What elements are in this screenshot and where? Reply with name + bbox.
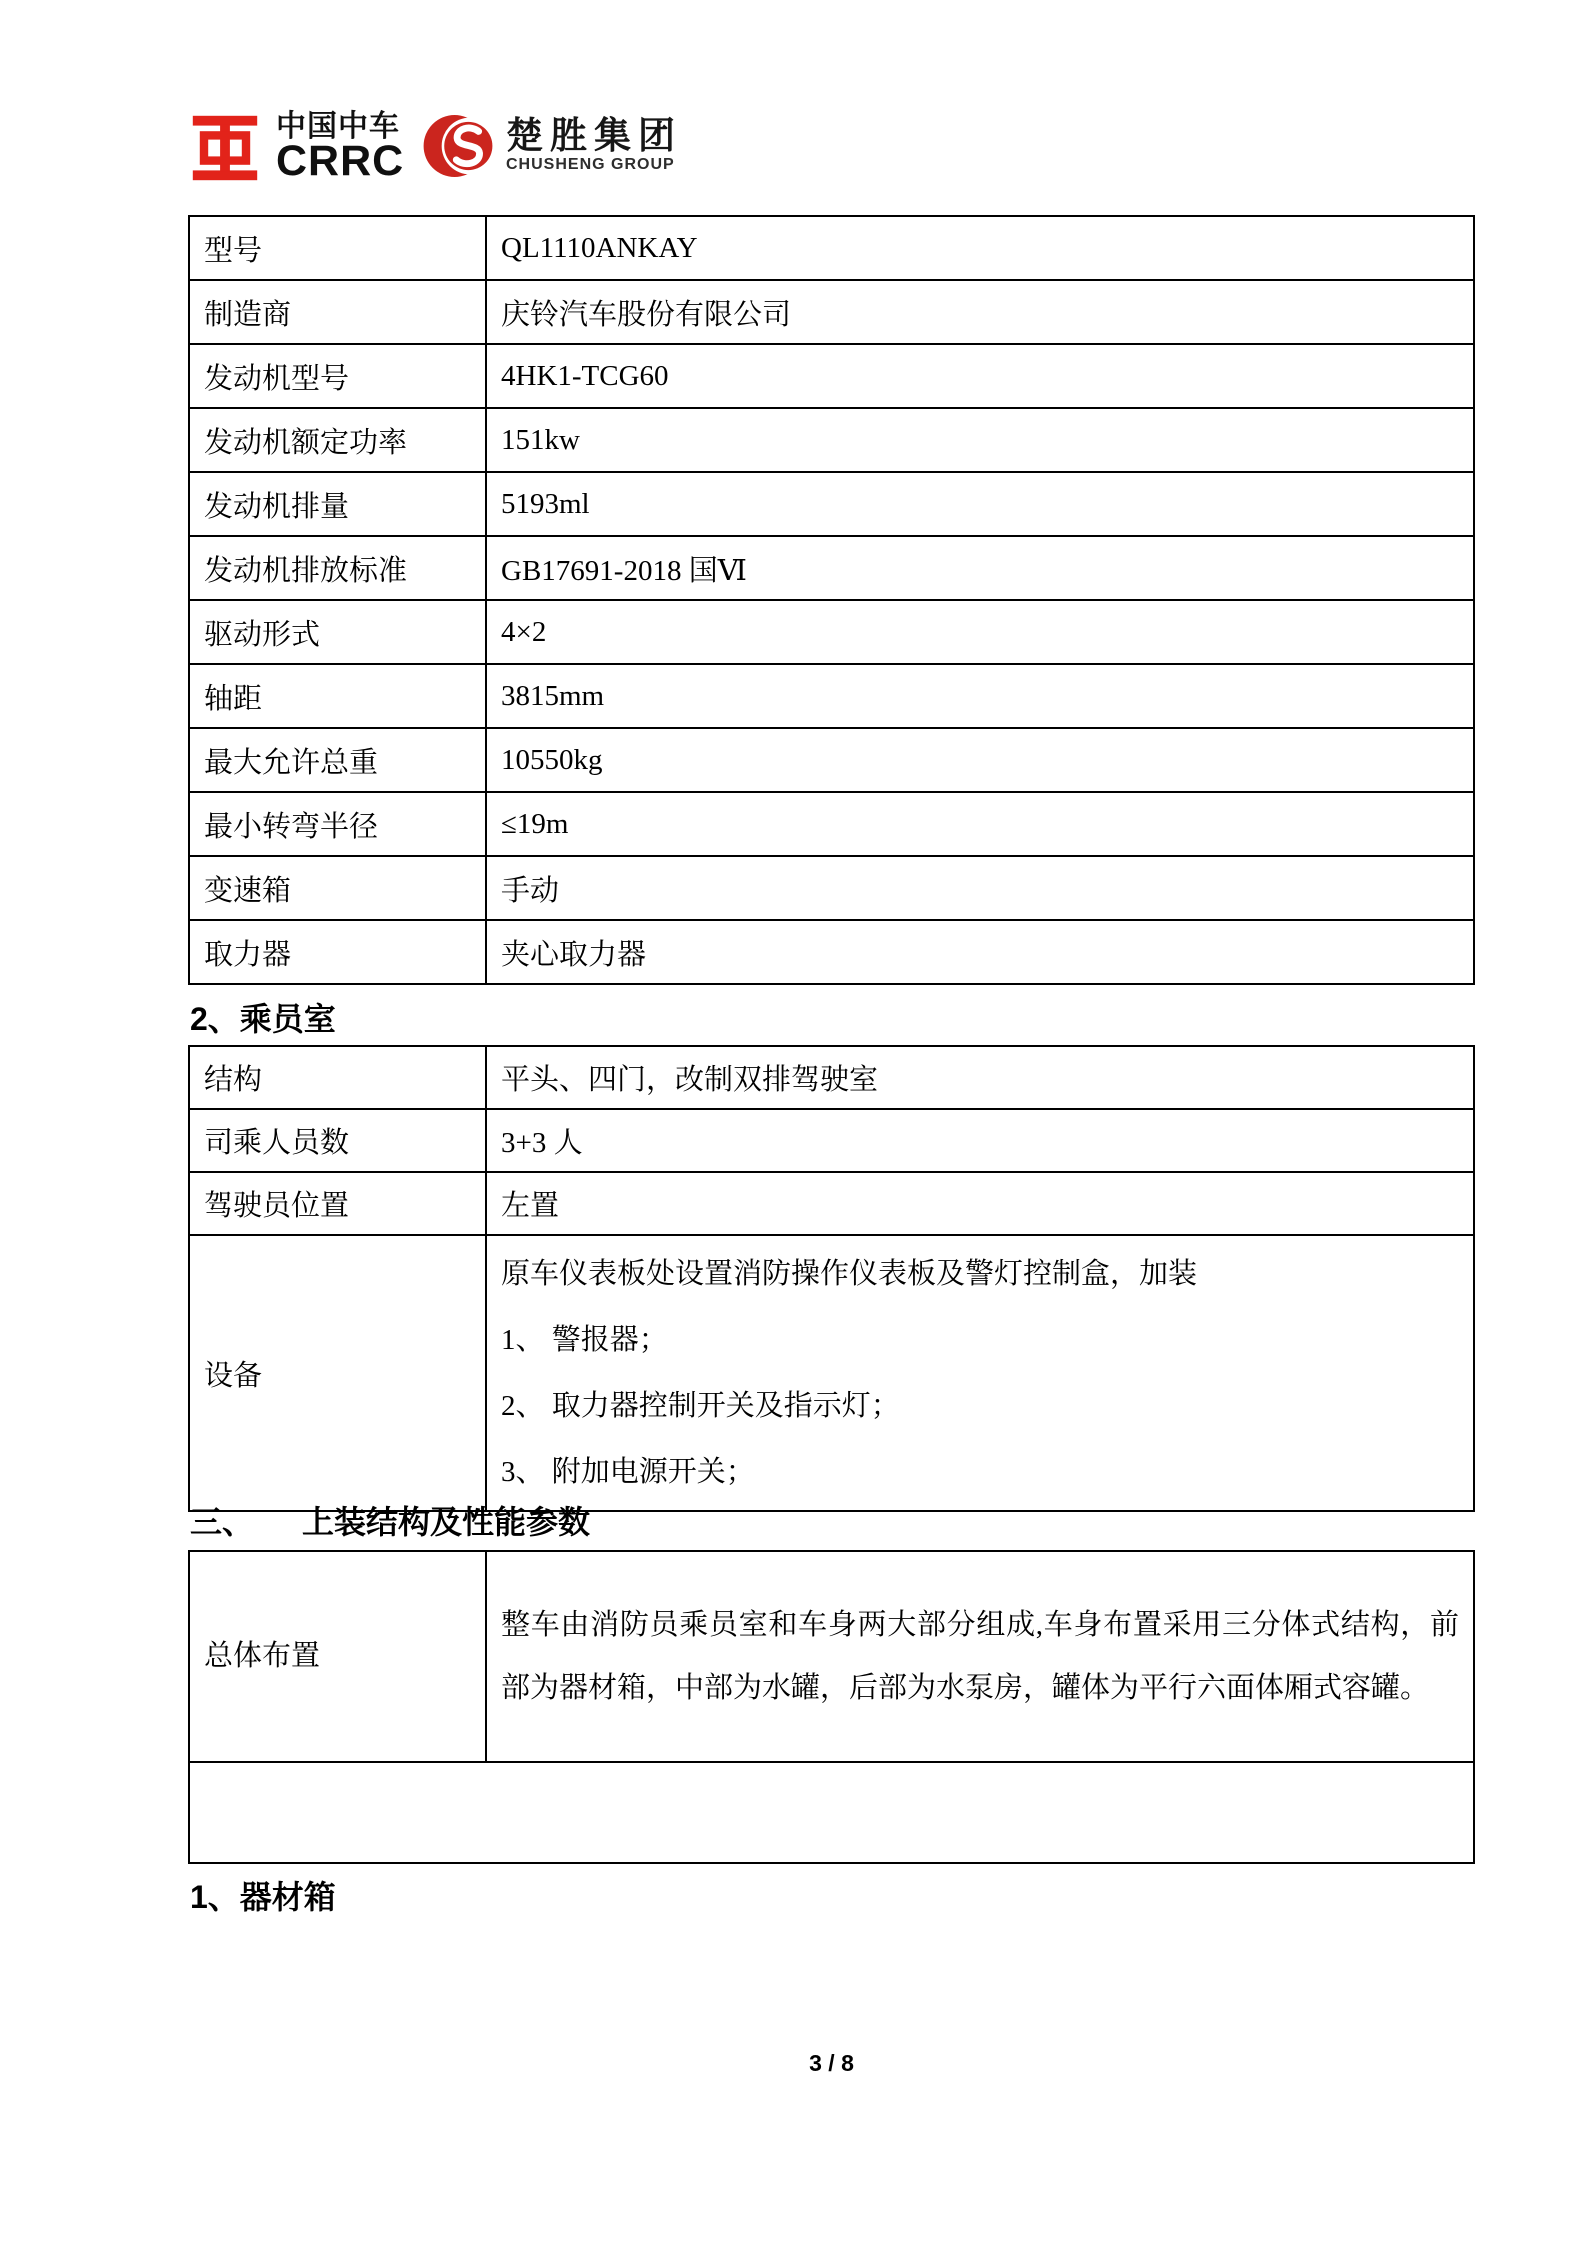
spec-label: 总体布置 <box>189 1551 486 1762</box>
chassis-spec-table <box>188 215 1475 985</box>
chusheng-logo-text <box>506 117 682 175</box>
crrc-logo-text <box>276 110 405 185</box>
section-heading-cab: 2、乘员室 <box>190 1001 336 1037</box>
spec-label: 变速箱 <box>189 856 486 920</box>
spec-value: 左置 <box>486 1172 1474 1235</box>
spec-label: 制造商 <box>189 280 486 344</box>
table-row <box>189 1551 1474 1762</box>
superstructure-spec-table <box>188 1550 1475 1864</box>
equipment-line: 原车仪表板处设置消防操作仪表板及警灯控制盒，加装 <box>501 1258 1198 1290</box>
spec-label: 取力器 <box>189 920 486 984</box>
spec-label: 发动机排量 <box>189 472 486 536</box>
table-row <box>189 664 1474 728</box>
table-row <box>189 1046 1474 1109</box>
table-row-equipment <box>189 1235 1474 1511</box>
table-row <box>189 1109 1474 1172</box>
equipment-line: 3、 附加电源开关； <box>501 1456 755 1488</box>
section-number: 三、 <box>190 1504 255 1540</box>
spec-label: 发动机排放标准 <box>189 536 486 600</box>
spec-label: 驾驶员位置 <box>189 1172 486 1235</box>
spec-value: 庆铃汽车股份有限公司 <box>486 280 1474 344</box>
spec-label: 最小转弯半径 <box>189 792 486 856</box>
table-row <box>189 856 1474 920</box>
section-heading-equipment-box: 1、器材箱 <box>190 1879 336 1915</box>
spec-label: 发动机额定功率 <box>189 408 486 472</box>
spec-label: 结构 <box>189 1046 486 1109</box>
spec-value: GB17691-2018 国Ⅵ <box>486 536 1474 600</box>
spec-value: 5193ml <box>486 472 1474 536</box>
chusheng-cn-name: 楚胜集团 <box>506 115 682 156</box>
section-title: 上装结构及性能参数 <box>302 1504 591 1540</box>
spec-label: 司乘人员数 <box>189 1109 486 1172</box>
crrc-en-name: CRRC <box>276 137 405 185</box>
spec-value: 151kw <box>486 408 1474 472</box>
table-row <box>189 472 1474 536</box>
spec-label: 型号 <box>189 216 486 280</box>
table-row <box>189 408 1474 472</box>
equipment-line: 1、 警报器； <box>501 1324 668 1356</box>
page-number: 3 / 8 <box>809 2050 854 2076</box>
table-row <box>189 600 1474 664</box>
crrc-cn-name: 中国中车 <box>276 110 400 143</box>
spec-value: 4HK1-TCG60 <box>486 344 1474 408</box>
table-row <box>189 1172 1474 1235</box>
spec-label: 轴距 <box>189 664 486 728</box>
spec-label: 最大允许总重 <box>189 728 486 792</box>
spec-value: 夹心取力器 <box>486 920 1474 984</box>
spec-value: 手动 <box>486 856 1474 920</box>
cab-spec-table <box>188 1045 1475 1512</box>
spec-value: 10550kg <box>486 728 1474 792</box>
chusheng-en-name: CHUSHENG GROUP <box>506 156 675 173</box>
table-row <box>189 920 1474 984</box>
table-row <box>189 280 1474 344</box>
spec-label: 设备 <box>189 1235 486 1511</box>
table-row <box>189 216 1474 280</box>
table-row <box>189 536 1474 600</box>
spec-label: 发动机型号 <box>189 344 486 408</box>
spec-value: 3815mm <box>486 664 1474 728</box>
table-row <box>189 344 1474 408</box>
spec-label: 驱动形式 <box>189 600 486 664</box>
spec-value: 平头、四门，改制双排驾驶室 <box>486 1046 1474 1109</box>
section-heading-superstructure <box>190 1497 590 1543</box>
table-row <box>189 728 1474 792</box>
table-row-empty <box>189 1762 1474 1863</box>
chusheng-logo-icon <box>422 103 494 189</box>
equipment-line: 2、 取力器控制开关及指示灯； <box>501 1390 900 1422</box>
crrc-logo-icon <box>190 111 260 185</box>
empty-cell <box>189 1762 1474 1863</box>
spec-value: 4×2 <box>486 600 1474 664</box>
spec-value <box>486 1235 1474 1511</box>
spec-value: ≤19m <box>486 792 1474 856</box>
spec-value: 整车由消防员乘员室和车身两大部分组成,车身布置采用三分体式结构，前部为器材箱，中部为水罐，后部为水泵房，罐体为平行六面体厢式容罐。 <box>486 1551 1474 1762</box>
table-row <box>189 792 1474 856</box>
spec-value: QL1110ANKAY <box>486 216 1474 280</box>
spec-value: 3+3 人 <box>486 1109 1474 1172</box>
